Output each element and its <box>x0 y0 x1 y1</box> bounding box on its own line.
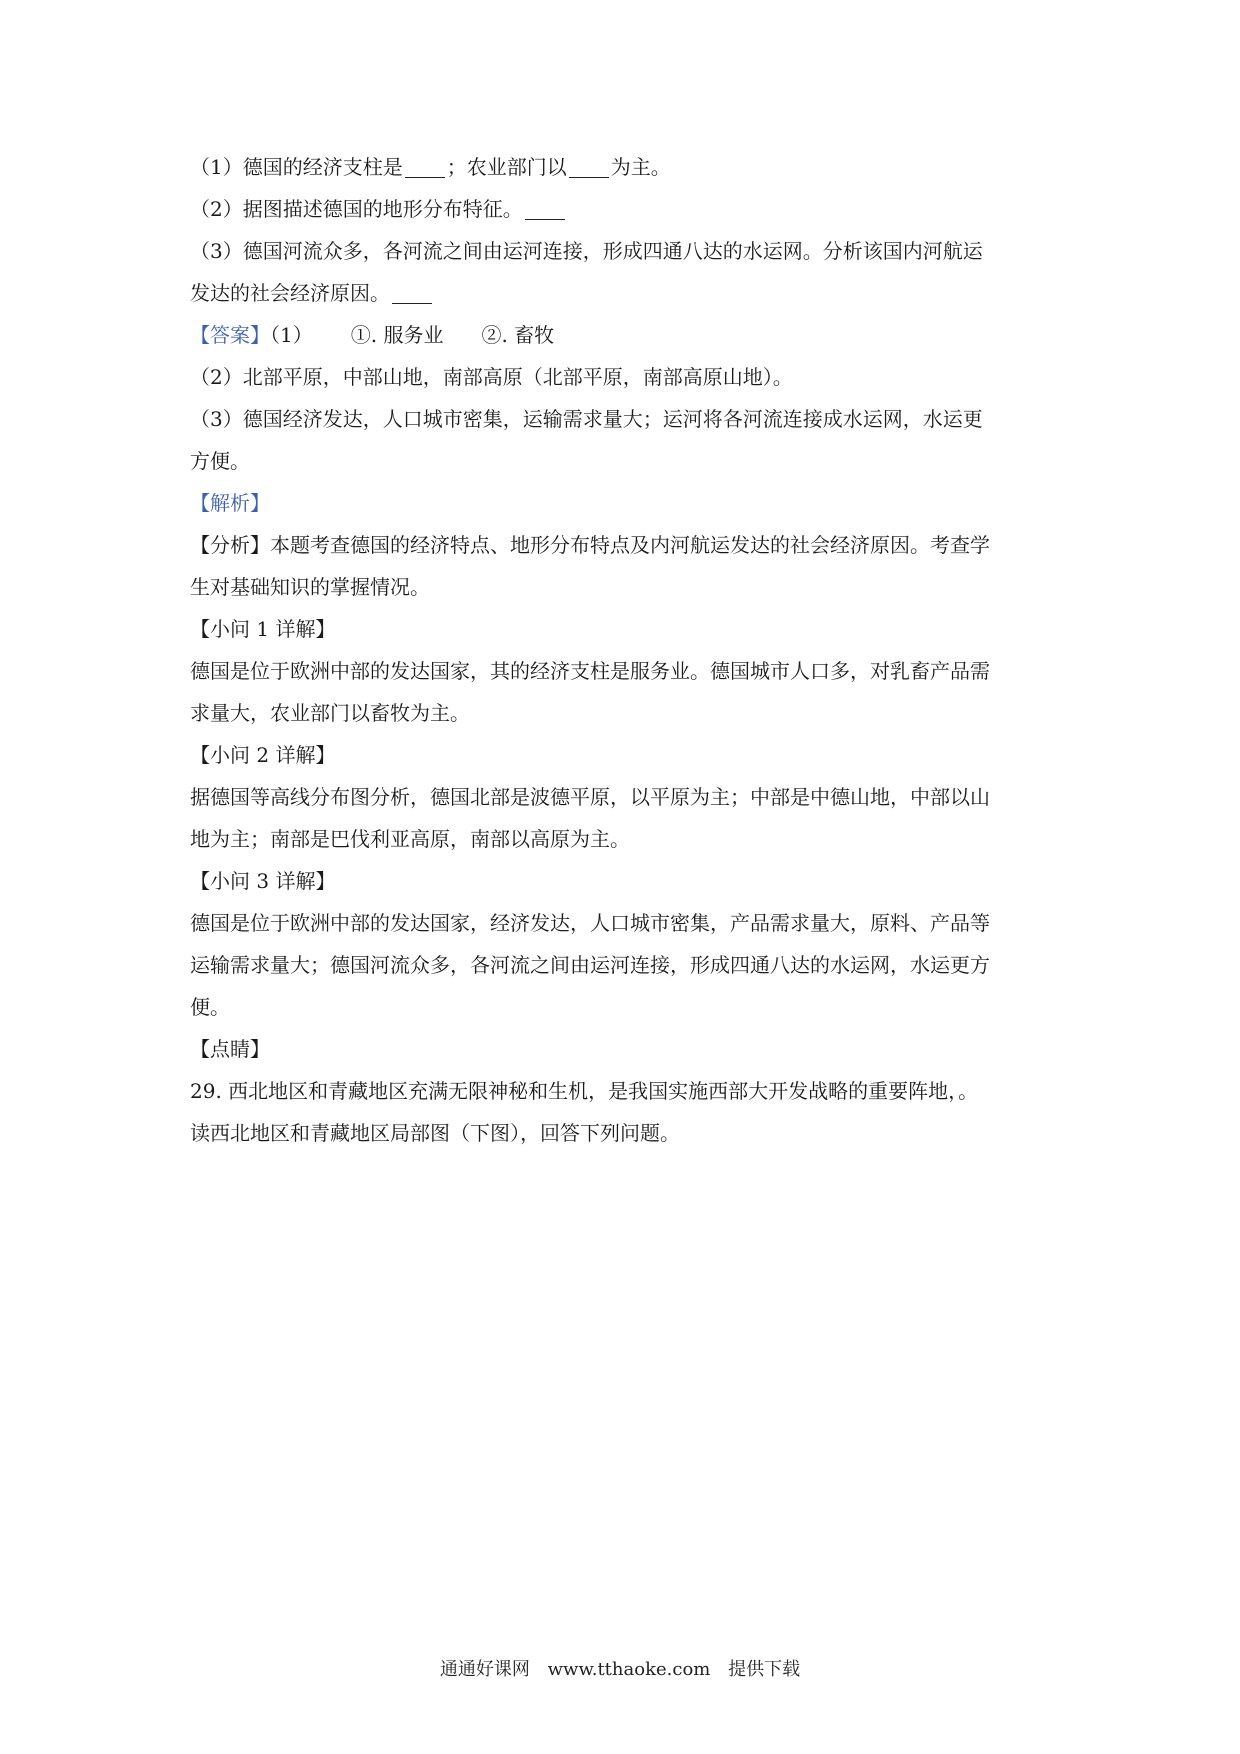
subquestion-3-line-1: 德国是位于欧洲中部的发达国家，经济发达，人口城市密集，产品需求量大，原料、产品等 <box>190 911 990 935</box>
subquestion-3-title: 【小问 3 详解】 <box>190 869 336 893</box>
subquestion-1-line-1: 德国是位于欧洲中部的发达国家，其的经济支柱是服务业。德国城市人口多，对乳畜产品需 <box>190 659 990 683</box>
subquestion-2-line-2: 地为主；南部是巴伐利亚高原，南部以高原为主。 <box>190 827 630 851</box>
answer-line-2: （2）北部平原，中部山地，南部高原（北部平原，南部高原山地）。 <box>190 365 793 389</box>
analysis-intro-line-2: 生对基础知识的掌握情况。 <box>190 575 430 599</box>
answer-line-1: 【答案】（1） ①. 服务业 ②. 畜牧 <box>190 323 555 347</box>
answer-blank <box>392 281 432 304</box>
analysis-label: 【解析】 <box>190 491 270 515</box>
question-2: （2）据图描述德国的地形分布特征。 <box>190 188 1060 230</box>
answer-blank <box>569 155 609 178</box>
analysis-intro-line-1: 【分析】本题考查德国的经济特点、地形分布特点及内河航运发达的社会经济原因。考查学 <box>190 533 990 557</box>
page-footer <box>0 1655 1240 1681</box>
subquestion-3-line-3: 便。 <box>190 995 230 1019</box>
answer-blank <box>405 155 445 178</box>
answer-label: 【答案】 <box>190 323 270 347</box>
question-3-line-2: 发达的社会经济原因。 <box>190 272 1060 314</box>
footer-site-name: 通通好课网 <box>439 1659 530 1680</box>
answer-line-4: 方便。 <box>190 449 250 473</box>
question-29-line-1: 29. 西北地区和青藏地区充满无限神秘和生机，是我国实施西部大开发战略的重要阵地，。 <box>190 1079 979 1103</box>
question-3-line-1: （3）德国河流众多，各河流之间由运河连接，形成四通八达的水运网。分析该国内河航运 <box>190 239 983 263</box>
subquestion-1-title: 【小问 1 详解】 <box>190 617 336 641</box>
subquestion-2-title: 【小问 2 详解】 <box>190 743 336 767</box>
footer-note: 提供下载 <box>728 1659 801 1680</box>
question-29-line-2: 读西北地区和青藏地区局部图（下图），回答下列问题。 <box>190 1121 680 1145</box>
question-1: （1）德国的经济支柱是 ；农业部门以 为主。 <box>190 155 671 179</box>
answer-line-3: （3）德国经济发达，人口城市密集，运输需求量大；运河将各河流连接成水运网，水运更 <box>190 407 983 431</box>
subquestion-2-line-1: 据德国等高线分布图分析，德国北部是波德平原，以平原为主；中部是中德山地，中部以山 <box>190 785 990 809</box>
answer-blank <box>525 197 565 220</box>
subquestion-1-line-2: 求量大，农业部门以畜牧为主。 <box>190 701 470 725</box>
dianjing-label: 【点睛】 <box>190 1037 270 1061</box>
footer-url: www.tthaoke.com <box>547 1659 711 1680</box>
document-body <box>190 146 1060 1154</box>
subquestion-3-line-2: 运输需求量大；德国河流众多，各河流之间由运河连接，形成四通八达的水运网，水运更方 <box>190 953 990 977</box>
